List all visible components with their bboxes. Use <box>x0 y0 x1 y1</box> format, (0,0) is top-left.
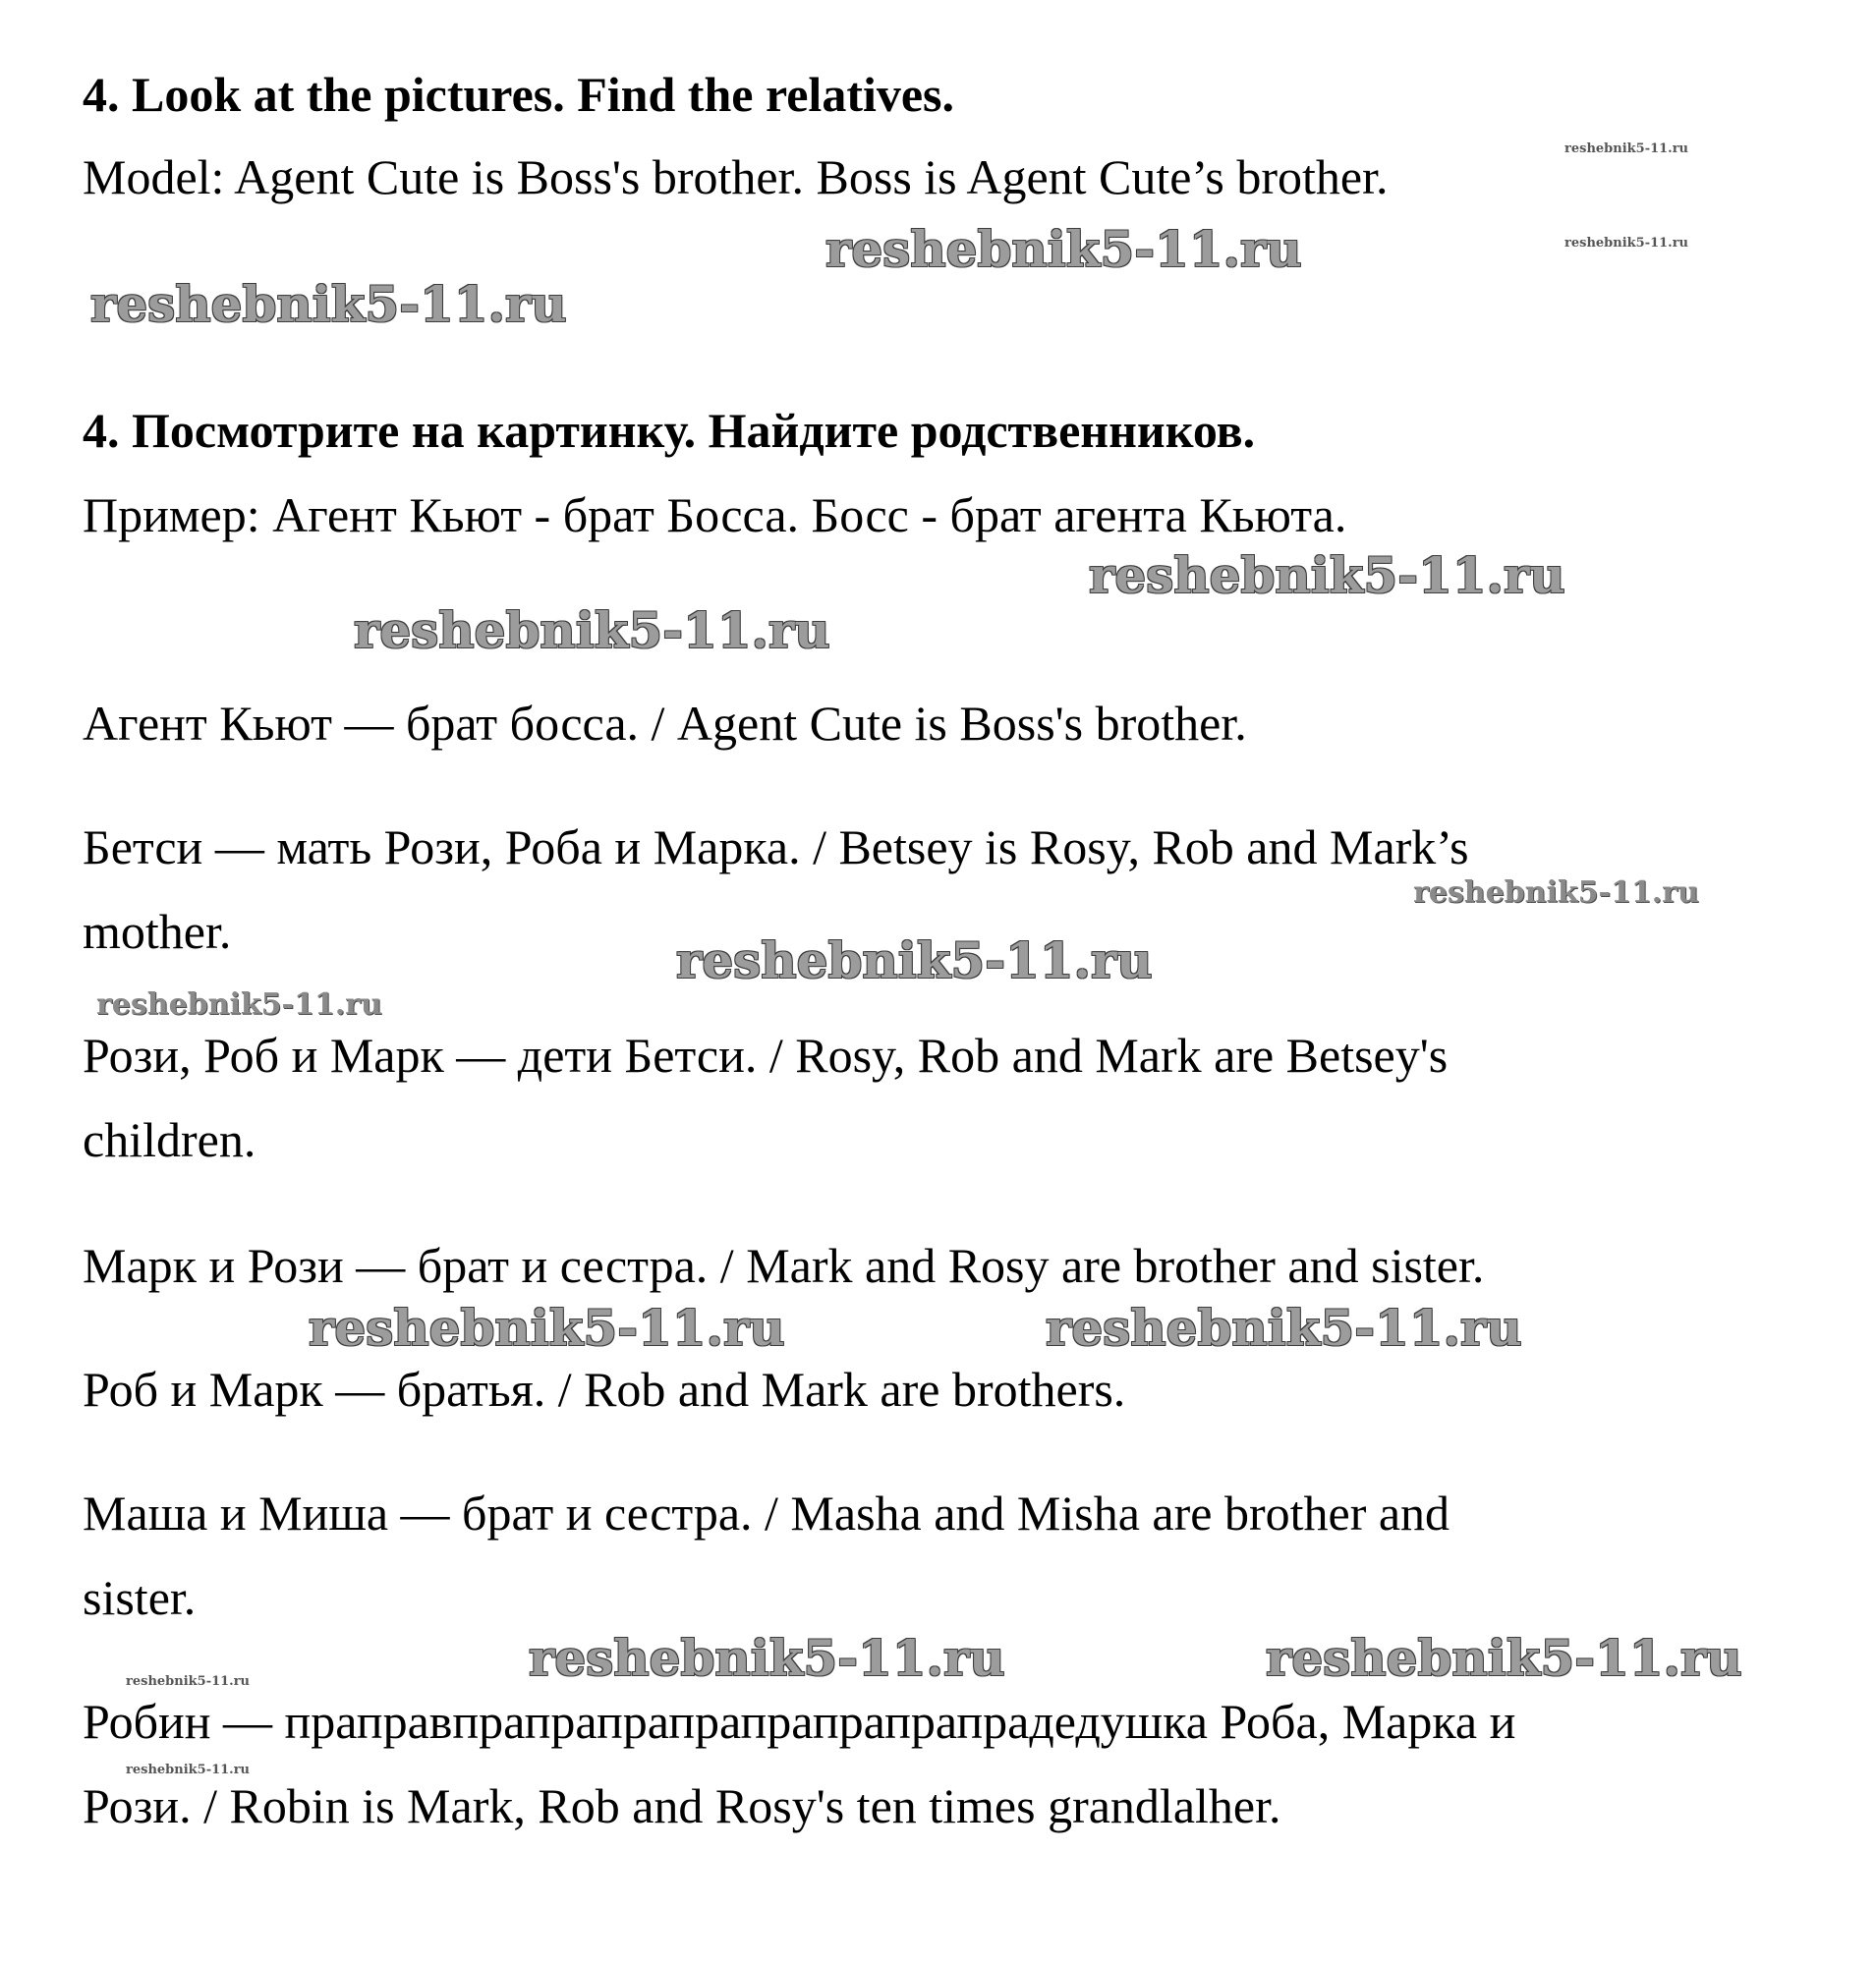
answer-1-line-1: Агент Кьют — брат босса. / Agent Cute is Boss's brother. <box>83 696 1247 751</box>
answer-2-line-2: mother. <box>83 904 232 959</box>
watermark: reshebnik5-11.ru <box>126 1674 251 1689</box>
watermark: reshebnik5-11.ru <box>676 931 1153 989</box>
watermark: reshebnik5-11.ru <box>1413 875 1699 910</box>
heading-english: 4. Look at the pictures. Find the relatives. <box>83 67 955 122</box>
answer-7-line-1: Робин — праправпрапрапрапрапрапрапрапрадедушка Роба, Марка и <box>83 1694 1516 1749</box>
answer-4-line-1: Марк и Рози — брат и сестра. / Mark and Rosy are brother and sister. <box>83 1238 1485 1293</box>
watermark: reshebnik5-11.ru <box>1089 546 1565 604</box>
watermark: reshebnik5-11.ru <box>126 1763 251 1777</box>
watermark: reshebnik5-11.ru <box>825 220 1302 278</box>
model-russian: Пример: Агент Кьют - брат Босса. Босс - брат агента Кьюта. <box>83 487 1347 542</box>
answer-3-line-2: children. <box>83 1112 256 1167</box>
answer-5-line-1: Роб и Марк — братья. / Rob and Mark are brothers. <box>83 1362 1126 1417</box>
answer-2-line-1: Бетси — мать Рози, Роба и Марка. / Betsey is Rosy, Rob and Mark’s <box>83 819 1469 874</box>
watermark: reshebnik5-11.ru <box>309 1299 785 1357</box>
watermark: reshebnik5-11.ru <box>1266 1629 1742 1687</box>
watermark: reshebnik5-11.ru <box>1564 141 1689 156</box>
watermark: reshebnik5-11.ru <box>1564 236 1689 251</box>
watermark: reshebnik5-11.ru <box>529 1629 1005 1687</box>
watermark: reshebnik5-11.ru <box>96 987 382 1022</box>
heading-russian: 4. Посмотрите на картинку. Найдите родственников. <box>83 403 1256 458</box>
watermark: reshebnik5-11.ru <box>90 275 567 333</box>
answer-6-line-1: Маша и Миша — брат и сестра. / Masha and Misha are brother and <box>83 1486 1450 1541</box>
model-english: Model: Agent Cute is Boss's brother. Boss is Agent Cute’s brother. <box>83 149 1389 204</box>
answer-3-line-1: Рози, Роб и Марк — дети Бетси. / Rosy, Rob and Mark are Betsey's <box>83 1028 1449 1083</box>
answer-7-line-2: Рози. / Robin is Mark, Rob and Rosy's ten times grandlalher. <box>83 1778 1281 1833</box>
answer-6-line-2: sister. <box>83 1570 197 1625</box>
watermark: reshebnik5-11.ru <box>1046 1299 1522 1357</box>
watermark: reshebnik5-11.ru <box>354 601 830 659</box>
